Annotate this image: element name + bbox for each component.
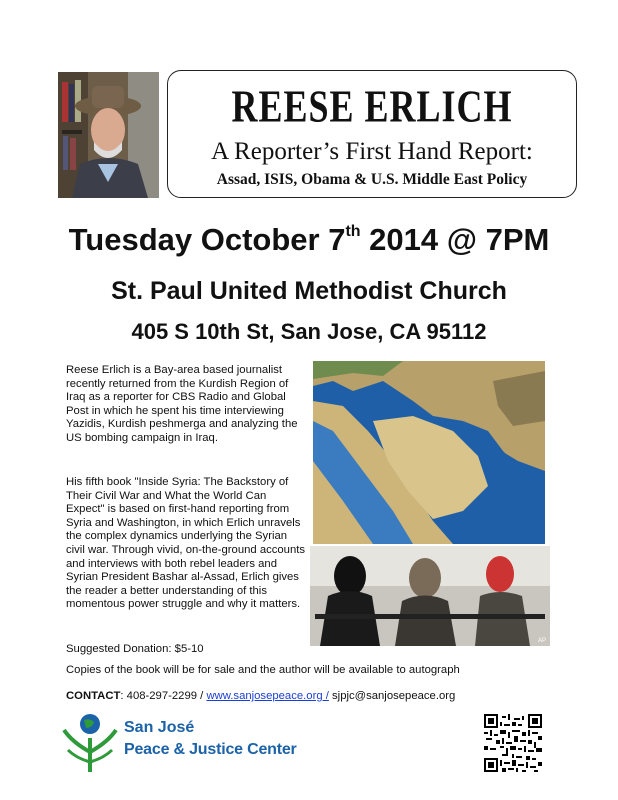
logo-name-line2: Peace & Justice Center — [124, 741, 297, 758]
fighters-photo — [310, 546, 550, 646]
website-link[interactable]: www.sanjosepeace.org / — [206, 690, 329, 702]
contact-line — [66, 690, 606, 704]
bio-paragraph: Reese Erlich is a Bay-area based journalist recently returned from the Kurdish Region of Iraq as a reporter for CBS Radio and Global Post in which he spent his time interviewing Yazidis, Kurdish peshmerga and analyzing the US bombing campaign in Iraq. — [66, 364, 298, 444]
event-topics: Assad, ISIS, Obama & U.S. Middle East Policy — [216, 171, 528, 188]
event-date-main: Tuesday October 7 — [68, 222, 346, 257]
middle-east-map-image — [313, 361, 545, 544]
photo-credit: AP — [538, 638, 547, 644]
author-photo — [58, 72, 159, 198]
event-date-suffix: th — [345, 223, 361, 240]
speaker-name: REESE ERLICH — [231, 81, 513, 132]
contact-phone: : 408-297-2299 / — [120, 690, 207, 702]
event-subtitle: A Reporter’s First Hand Report: — [211, 138, 533, 165]
event-date — [0, 222, 618, 258]
peace-center-logo-icon — [60, 712, 120, 774]
qr-code[interactable] — [484, 714, 542, 772]
event-address: 405 S 10th St, San Jose, CA 95112 — [131, 319, 487, 344]
book-paragraph: His fifth book "Inside Syria: The Backstory of Their Civil War and What the World Can Expect" is based on first-hand reporting from Syria and Washington, in which Erlich unravels the complex dynamics underlying the Syrian civil war. Through vivid, on-the-ground accounts and interviews with both rebel leaders and Syrian President Bashar al-Assad, Erlich gives the reader a better understanding of this momentous power struggle and why it matters. — [66, 476, 306, 611]
event-date-time: 2014 @ 7PM — [360, 222, 550, 257]
contact-label: CONTACT — [66, 690, 121, 702]
logo-name-line1: San José — [124, 719, 195, 736]
book-sale-note: Copies of the book will be for sale and the author will be available to autograph — [66, 664, 460, 676]
contact-email: sjpjc@sanjosepeace.org — [328, 690, 456, 702]
suggested-donation: Suggested Donation: $5-10 — [66, 643, 204, 655]
event-venue: St. Paul United Methodist Church — [111, 277, 507, 305]
